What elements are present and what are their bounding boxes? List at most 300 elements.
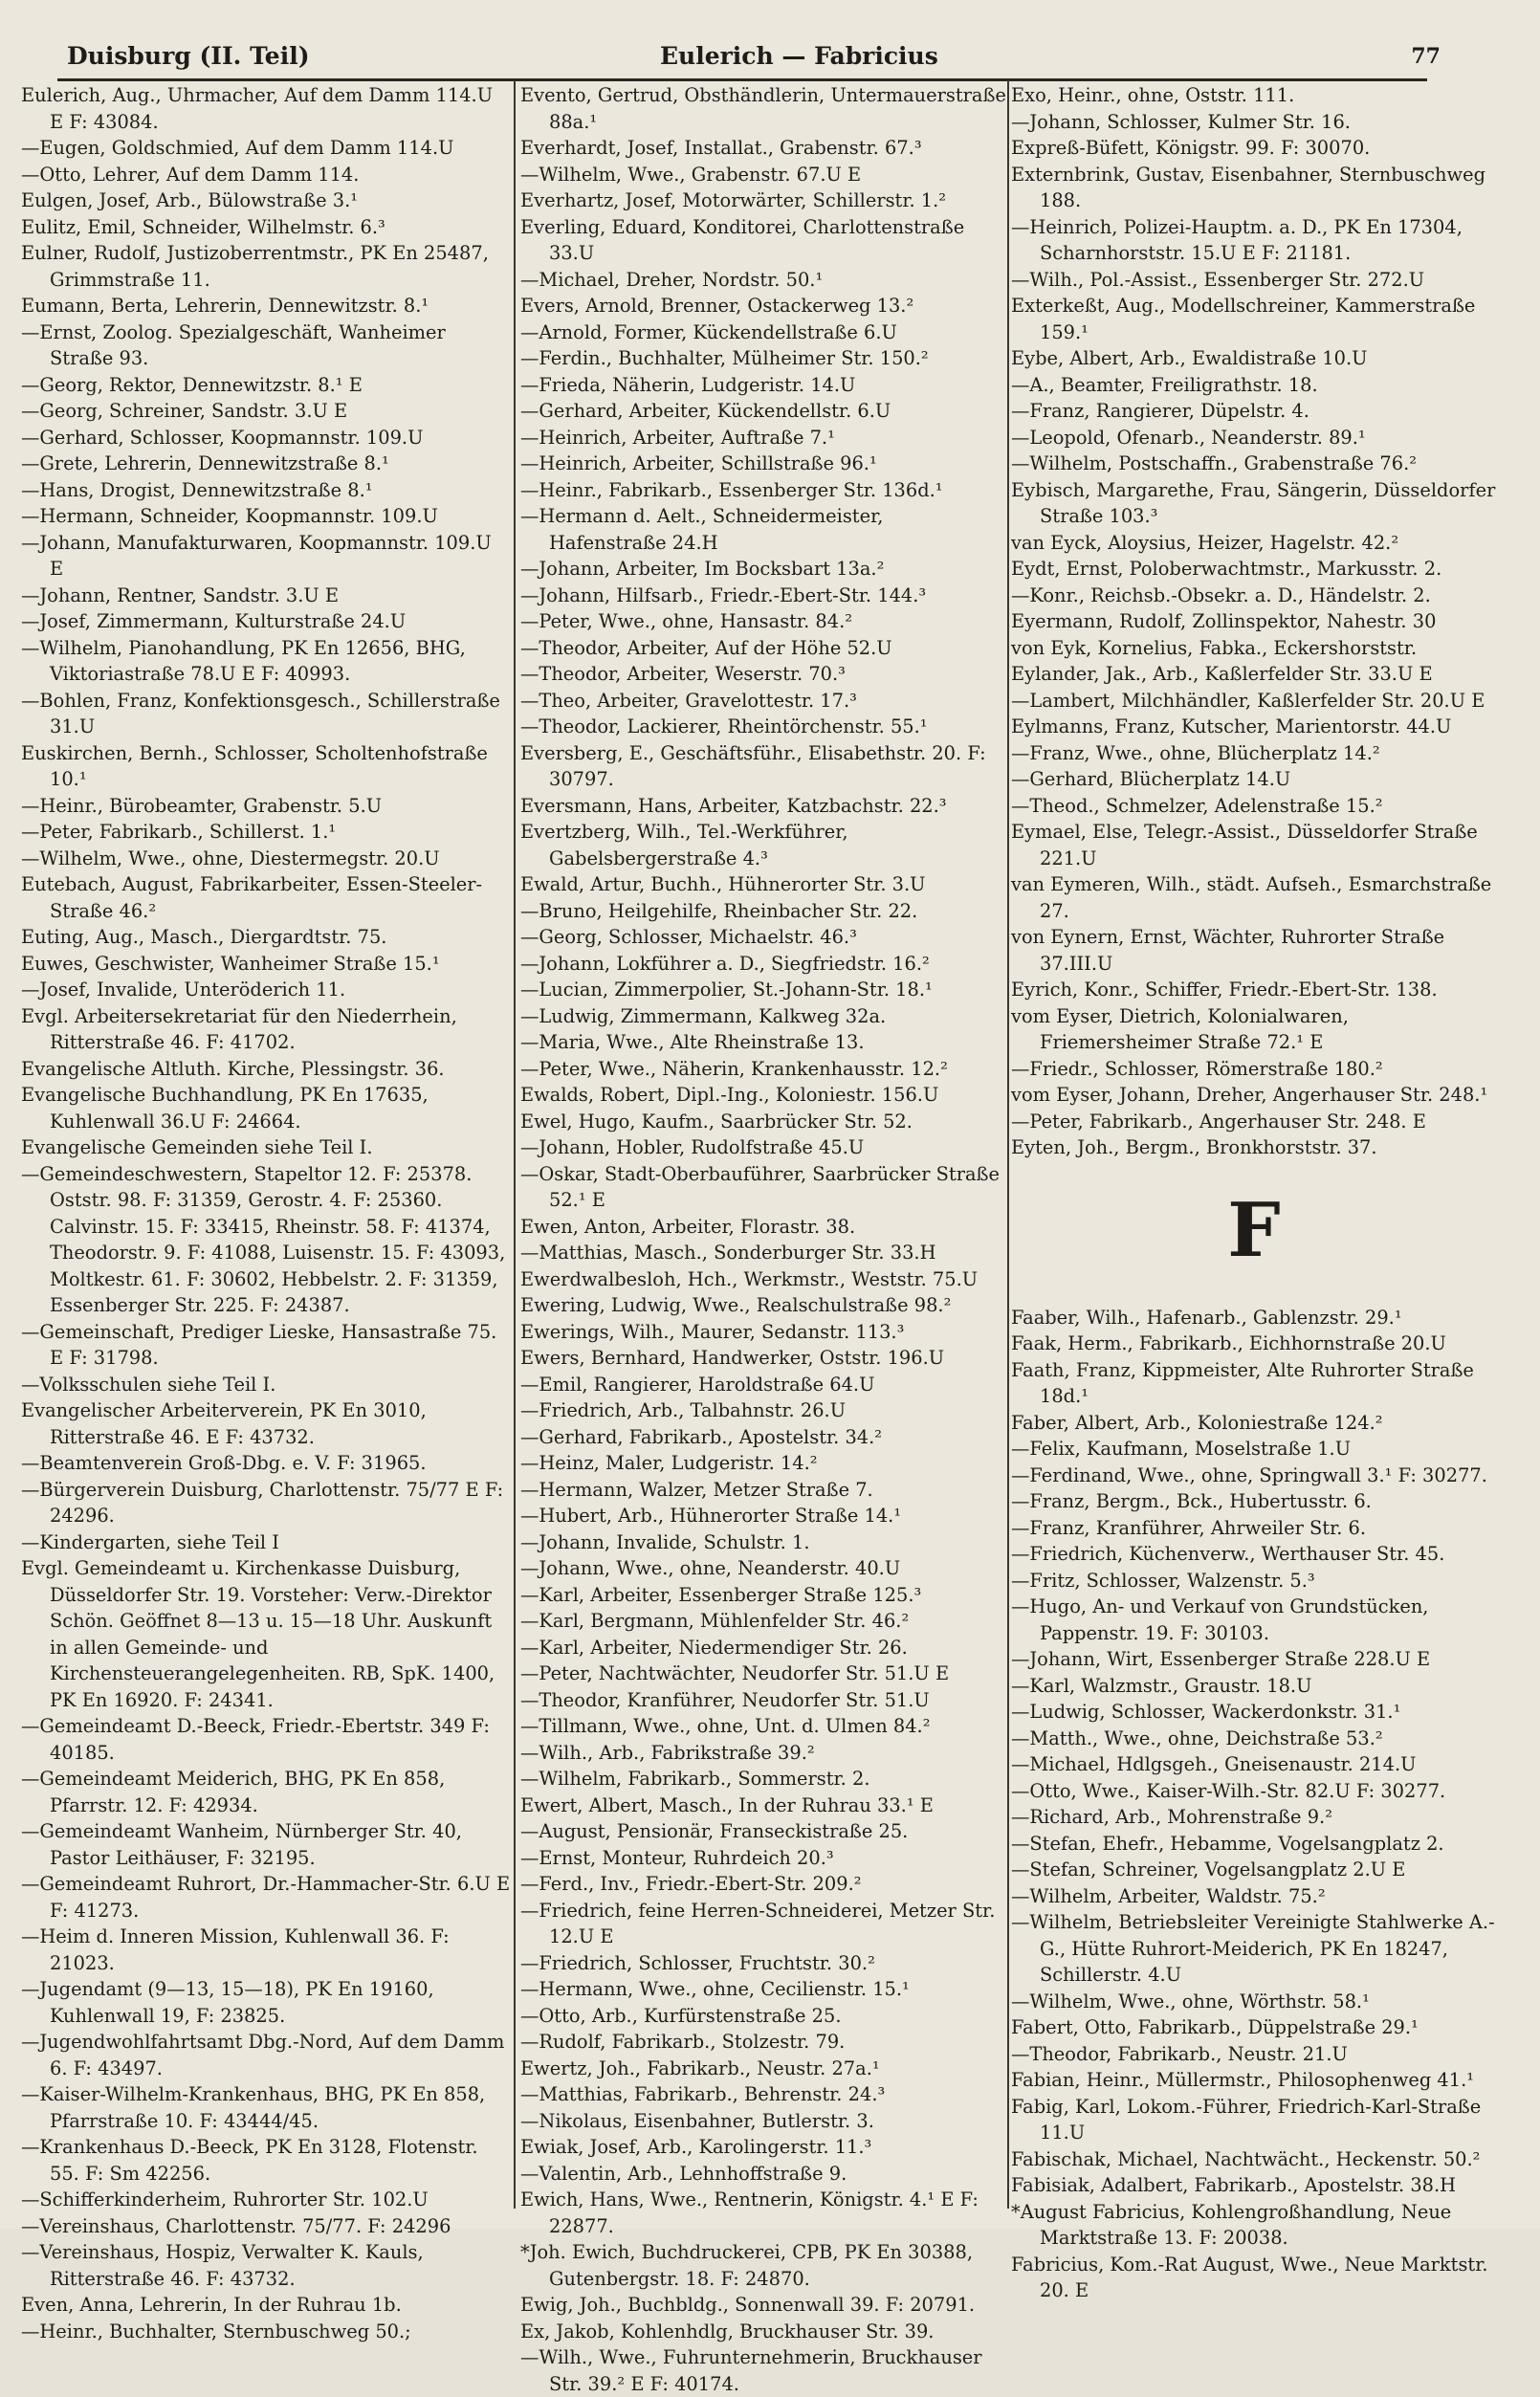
entry-text: Eylander, Jak., Arb., Kaßlerfelder Str. 33.U E: [1011, 663, 1433, 685]
directory-entry: [1011, 1989, 1497, 2015]
directory-entry: [1011, 1515, 1497, 1542]
directory-entry: [520, 162, 1006, 188]
directory-entry: [1011, 793, 1497, 820]
entry-text: —Theodor, Kranführer, Neudorfer Str. 51.U: [520, 1688, 930, 1711]
directory-entry: [1011, 1488, 1497, 1515]
directory-entry: [1011, 556, 1497, 583]
section-letter-heading: F: [1227, 1186, 1281, 1274]
directory-entry: [520, 1687, 1006, 1714]
directory-entry: [1011, 372, 1497, 399]
header-rule: [57, 78, 1427, 81]
entry-text: —Wilhelm, Arbeiter, Waldstr. 75.²: [1011, 1884, 1326, 1907]
directory-entry: [1011, 2041, 1497, 2068]
entry-text: —Karl, Arbeiter, Niedermendiger Str. 26.: [520, 1636, 908, 1659]
entry-text: Ewig, Joh., Buchbldg., Sonnenwall 39. F: 20791.: [520, 2294, 976, 2316]
entry-text: vom Eyser, Dietrich, Kolonialwaren, Friemersheimer Straße 72.¹ E: [1011, 1004, 1349, 1053]
entry-text: Evangelische Altluth. Kirche, Plessingstr. 36.: [21, 1057, 445, 1080]
entry-text: Faber, Albert, Arb., Koloniestraße 124.²: [1011, 1411, 1383, 1434]
entry-text: —Schifferkinderheim, Ruhrorter Str. 102.U: [21, 2188, 429, 2210]
entry-text: Even, Anna, Lehrerin, In der Ruhrau 1b.: [21, 2294, 402, 2316]
directory-entry: [520, 2319, 1006, 2345]
directory-entry: [21, 846, 511, 872]
directory-entry: [1011, 819, 1497, 871]
entry-text: Evgl. Arbeitersekretariat für den Niederrhein, Ritterstraße 46. F: 41702.: [21, 1004, 457, 1053]
entry-text: Ewert, Albert, Masch., In der Ruhrau 33.¹ E: [520, 1793, 934, 1816]
entry-text: —Krankenhaus D.-Beeck, PK En 3128, Flotenstr. 55. F: Sm 42256.: [21, 2136, 478, 2185]
directory-entry: [1011, 1357, 1497, 1410]
directory-entry: [1011, 345, 1497, 372]
entry-text: —Fritz, Schlosser, Walzenstr. 5.³: [1011, 1569, 1315, 1592]
directory-entry: [1011, 1410, 1497, 1437]
header-name-range: Eulerich — Fabricius: [660, 42, 938, 70]
entry-text: —Ernst, Zoolog. Spezialgeschäft, Wanheimer Straße 93.: [21, 320, 446, 369]
directory-entry: [520, 1582, 1006, 1609]
directory-entry: [21, 398, 511, 425]
directory-entry: [1011, 1330, 1497, 1357]
entry-text: —Peter, Wwe., Näherin, Krankenhausstr. 12.²: [520, 1057, 948, 1080]
directory-entry: [520, 2292, 1006, 2319]
entry-text: —Georg, Schlosser, Michaelstr. 46.³: [520, 926, 857, 948]
directory-entry: [1011, 1751, 1497, 1778]
entry-text: Evgl. Gemeindeamt u. Kirchenkasse Duisburg, Düsseldorfer Str. 19. Vorsteher: Verw.-Direktor Schön. Geöffnet 8—13 u. 15—18 Uhr. Auskunft in allen Gemeinde- und Kirchensteuerangelegenheiten. RB, SpK. 1400, PK En 16920. F: 24341.: [21, 1557, 495, 1711]
entry-text: —Wilhelm, Wwe., ohne, Diestermegstr. 20.U: [21, 847, 440, 869]
entry-text: —Johann, Rentner, Sandstr. 3.U E: [21, 583, 340, 606]
entry-text: Eyrich, Konr., Schiffer, Friedr.-Ebert-Str. 138.: [1011, 979, 1438, 1001]
directory-entry: [520, 1056, 1006, 1083]
entry-text: —Gerhard, Blücherplatz 14.U: [1011, 768, 1291, 790]
header-city-part: Duisburg (II. Teil): [67, 42, 310, 70]
directory-entry: [520, 1424, 1006, 1451]
entry-text: —Heinr., Fabrikarb., Essenberger Str. 136d.¹: [520, 478, 943, 501]
entry-text: —Peter, Nachtwächter, Neudorfer Str. 51.U E: [520, 1662, 950, 1684]
directory-entry: [1011, 2252, 1497, 2304]
entry-text: —Wilh., Pol.-Assist., Essenberger Str. 272.U: [1011, 268, 1425, 291]
directory-entry: [21, 688, 511, 740]
directory-entry: [520, 1450, 1006, 1477]
entry-text: von Eyk, Kornelius, Fabka., Eckershorststr.: [1011, 636, 1418, 659]
directory-entry: [21, 372, 511, 399]
entry-text: —Bruno, Heilgehilfe, Rheinbacher Str. 22.: [520, 899, 918, 922]
directory-entry: [520, 2081, 1006, 2108]
directory-entry: [1011, 583, 1497, 609]
entry-text: —Johann, Schlosser, Kulmer Str. 16.: [1011, 110, 1351, 133]
entry-text: Ewald, Artur, Buchh., Hühnerorter Str. 3.U: [520, 873, 926, 895]
page-header: [57, 38, 1441, 78]
directory-entry: [520, 267, 1006, 294]
column-2: [520, 82, 1006, 2395]
directory-entry: [1011, 714, 1497, 740]
directory-entry: [21, 1319, 511, 1372]
directory-entry: [520, 977, 1006, 1003]
entry-text: —Theodor, Arbeiter, Weserstr. 70.³: [520, 663, 846, 685]
directory-entry: [21, 2213, 511, 2240]
directory-entry: [21, 951, 511, 978]
entry-text: Eymael, Else, Telegr.-Assist., Düsseldorfer Straße 221.U: [1011, 821, 1478, 869]
directory-entry: [520, 1109, 1006, 1135]
directory-entry: [1011, 1831, 1497, 1858]
directory-entry: [520, 345, 1006, 372]
entry-text: —Wilhelm, Wwe., ohne, Wörthstr. 58.¹: [1011, 1990, 1370, 2012]
entry-text: —Konr., Reichsb.-Obsekr. a. D., Händelstr. 2.: [1011, 583, 1431, 606]
entry-text: Fabisiak, Adalbert, Fabrikarb., Apostelstr. 38.H: [1011, 2174, 1457, 2196]
entry-text: Ewalds, Robert, Dipl.-Ing., Koloniestr. 156.U: [520, 1084, 939, 1106]
entry-text: Eulgen, Josef, Arb., Bülowstraße 3.¹: [21, 189, 359, 211]
directory-entry: [520, 135, 1006, 162]
entry-text: Evento, Gertrud, Obsthändlerin, Untermauerstraße 88a.¹: [520, 84, 1006, 133]
directory-entry: [1011, 1909, 1497, 1989]
entry-text: —Peter, Fabrikarb., Angerhauser Str. 248. E: [1011, 1110, 1426, 1133]
directory-entry: [1011, 1804, 1497, 1831]
entry-text: —A., Beamter, Freiligrathstr. 18.: [1011, 373, 1318, 396]
entry-text: Everhardt, Josef, Installat., Grabenstr. 67.³: [520, 137, 922, 159]
directory-entry: [1011, 1568, 1497, 1594]
entry-text: —Ferd., Inv., Friedr.-Ebert-Str. 209.²: [520, 1873, 862, 1895]
directory-entry: [520, 2003, 1006, 2030]
entry-text: —Gerhard, Arbeiter, Kückendellstr. 6.U: [520, 400, 891, 422]
directory-entry: [1011, 530, 1497, 557]
directory-entry: [21, 819, 511, 846]
directory-entry: [520, 556, 1006, 583]
entry-text: —Emil, Rangierer, Haroldstraße 64.U: [520, 1373, 875, 1396]
entry-text: Faak, Herm., Fabrikarb., Eichhornstraße 20.U: [1011, 1332, 1446, 1354]
directory-entry: [21, 187, 511, 214]
directory-entry: [1011, 267, 1497, 294]
directory-entry: [21, 924, 511, 951]
directory-entry: [1011, 635, 1497, 662]
directory-entry: [1011, 1305, 1497, 1331]
entry-text: Ewers, Bernhard, Handwerker, Oststr. 196.U: [520, 1347, 945, 1369]
directory-entry: [21, 2081, 511, 2134]
directory-entry: [1011, 1673, 1497, 1700]
entry-text: —Otto, Lehrer, Auf dem Damm 114.: [21, 163, 360, 186]
entry-text: —Theo, Arbeiter, Gravelottestr. 17.³: [520, 689, 857, 712]
entry-text: —Grete, Lehrerin, Dennewitzstraße 8.¹: [21, 452, 389, 474]
directory-entry: [1011, 451, 1497, 477]
column-3: [1011, 82, 1497, 2301]
directory-entry: [520, 1214, 1006, 1241]
directory-entry: [1011, 977, 1497, 1003]
directory-entry: [1011, 425, 1497, 451]
directory-entry: [520, 1397, 1006, 1424]
directory-entry: [520, 1845, 1006, 1872]
entry-text: —Franz, Kranführer, Ahrweiler Str. 6.: [1011, 1516, 1367, 1539]
entry-text: —Franz, Wwe., ohne, Blücherplatz 14.²: [1011, 741, 1380, 764]
directory-entry: [520, 1003, 1006, 1030]
entry-text: —Josef, Invalide, Unteröderich 11.: [21, 979, 346, 1001]
directory-entry: [21, 214, 511, 241]
directory-entry: [520, 372, 1006, 399]
entry-text: —Arnold, Former, Kückendellstraße 6.U: [520, 320, 897, 343]
directory-entry: [520, 1950, 1006, 1977]
entry-text: Eyermann, Rudolf, Zollinspektor, Nahestr. 30: [1011, 610, 1437, 632]
entry-text: —Oskar, Stadt-Oberbauführer, Saarbrücker Straße 52.¹ E: [520, 1162, 1000, 1211]
entry-text: —Kindergarten, siehe Teil I: [21, 1530, 279, 1553]
entry-text: —Friedrich, Schlosser, Fruchtstr. 30.²: [520, 1951, 875, 1974]
directory-entry: [520, 1345, 1006, 1372]
directory-entry: [520, 2029, 1006, 2056]
entry-text: Euskirchen, Bernh., Schlosser, Scholtenhofstraße 10.¹: [21, 741, 488, 790]
entry-text: —Theod., Schmelzer, Adelenstraße 15.²: [1011, 794, 1383, 817]
entry-text: —Johann, Hilfsarb., Friedr.-Ebert-Str. 144.³: [520, 583, 927, 606]
entry-text: —Matthias, Fabrikarb., Behrenstr. 24.³: [520, 2083, 886, 2105]
entry-text: Exo, Heinr., ohne, Oststr. 111.: [1011, 84, 1295, 106]
entry-text: Eyten, Joh., Bergm., Bronkhorststr. 37.: [1011, 1136, 1377, 1158]
entry-text: —Gerhard, Schlosser, Koopmannstr. 109.U: [21, 426, 424, 449]
directory-entry: [1011, 1462, 1497, 1489]
directory-entry: [520, 2056, 1006, 2082]
directory-entry: [21, 740, 511, 793]
entry-text: —Josef, Zimmermann, Kulturstraße 24.U: [21, 610, 407, 632]
entry-text: Eylmanns, Franz, Kutscher, Marientorstr. 44.U: [1011, 715, 1452, 737]
entry-text: —Hermann, Schneider, Koopmannstr. 109.U: [21, 505, 438, 527]
directory-entry: [21, 1477, 511, 1529]
directory-entry: [21, 2319, 511, 2345]
directory-entry: [520, 635, 1006, 662]
entry-text: —Vereinshaus, Hospiz, Verwalter K. Kauls, Ritterstraße 46. F: 43732.: [21, 2241, 424, 2290]
directory-entry: [520, 1477, 1006, 1504]
entry-text: Evangelische Gemeinden siehe Teil I.: [21, 1136, 373, 1158]
directory-entry: [21, 1161, 511, 1319]
directory-entry: [21, 793, 511, 820]
entry-text: —Bohlen, Franz, Konfektionsgesch., Schillerstraße 31.U: [21, 689, 500, 737]
directory-entry: [21, 162, 511, 188]
entry-text: —Franz, Bergm., Bck., Hubertusstr. 6.: [1011, 1490, 1372, 1512]
directory-entry: [1011, 477, 1497, 530]
directory-entry: [520, 1635, 1006, 1661]
directory-entry: [520, 1818, 1006, 1845]
directory-entry: [520, 1976, 1006, 2003]
directory-entry: [520, 187, 1006, 214]
entry-text: —Hermann d. Aelt., Schneidermeister, Hafenstraße 24.H: [520, 505, 884, 554]
entry-text: —Johann, Invalide, Schulstr. 1.: [520, 1530, 810, 1553]
directory-entry: [520, 924, 1006, 951]
entry-text: —Gemeindeamt D.-Beeck, Friedr.-Ebertstr. 349 F: 40185.: [21, 1715, 490, 1764]
entry-text: —Wilh., Wwe., Fuhrunternehmerin, Bruckhauser Str. 39.² E F: 40174.: [520, 2346, 982, 2395]
directory-entry: [520, 1555, 1006, 1582]
directory-entry: [1011, 1726, 1497, 1752]
directory-entry: [21, 240, 511, 293]
directory-entry: [1011, 1699, 1497, 1726]
directory-entry: [1011, 766, 1497, 793]
directory-entry: [21, 1372, 511, 1398]
directory-entry: [520, 1503, 1006, 1529]
entry-text: Eversberg, E., Geschäftsführ., Elisabethstr. 20. F: 30797.: [520, 741, 986, 790]
directory-entry: [1011, 2014, 1497, 2041]
entry-text: —Gemeindeamt Meiderich, BHG, PK En 858, Pfarrstr. 12. F: 42934.: [21, 1768, 446, 1816]
directory-entry: [520, 688, 1006, 715]
entry-text: —Wilhelm, Postschaffn., Grabenstraße 76.²: [1011, 452, 1418, 474]
directory-entry: [1011, 740, 1497, 767]
directory-entry: [21, 319, 511, 372]
entry-text: Ewen, Anton, Arbeiter, Florastr. 38.: [520, 1215, 856, 1238]
entry-text: —Lambert, Milchhändler, Kaßlerfelder Str. 20.U E: [1011, 689, 1485, 712]
directory-entry: [21, 1003, 511, 1056]
entry-text: van Eyck, Aloysius, Heizer, Hagelstr. 42.²: [1011, 531, 1399, 554]
entry-text: Ewel, Hugo, Kaufm., Saarbrücker Str. 52.: [520, 1110, 913, 1133]
directory-entry: [520, 1740, 1006, 1767]
directory-entry: [1011, 688, 1497, 715]
entry-text: —Ludwig, Schlosser, Wackerdonkstr. 31.¹: [1011, 1701, 1401, 1723]
entry-text: —Theodor, Arbeiter, Auf der Höhe 52.U: [520, 636, 892, 659]
directory-entry: [1011, 1883, 1497, 1910]
entry-text: —Johann, Arbeiter, Im Bocksbart 13a.²: [520, 558, 885, 580]
entry-text: —Jugendamt (9—13, 15—18), PK En 19160, Kuhlenwall 19, F: 23825.: [21, 1978, 434, 2027]
directory-entry: [1011, 82, 1497, 109]
directory-entry: [520, 898, 1006, 925]
directory-entry: [520, 503, 1006, 556]
directory-entry: [21, 2239, 511, 2292]
directory-entry: [520, 1871, 1006, 1898]
directory-entry: [21, 1397, 511, 1450]
entry-text: —Karl, Bergmann, Mühlenfelder Str. 46.²: [520, 1610, 910, 1632]
directory-entry: [21, 871, 511, 924]
entry-text: Eutebach, August, Fabrikarbeiter, Essen-Steeler-Straße 46.²: [21, 873, 483, 922]
entry-text: —Frieda, Näherin, Ludgeristr. 14.U: [520, 373, 856, 396]
directory-entry: [1011, 1778, 1497, 1805]
directory-entry: [520, 1713, 1006, 1740]
column-divider-1: [514, 80, 516, 2209]
directory-entry: [520, 740, 1006, 793]
entry-text: Eulerich, Aug., Uhrmacher, Auf dem Damm 114.U E F: 43084.: [21, 84, 494, 133]
entry-text: —Wilhelm, Fabrikarb., Sommerstr. 2.: [520, 1768, 870, 1790]
entry-text: —Gerhard, Fabrikarb., Apostelstr. 34.²: [520, 1425, 883, 1448]
directory-entry: [520, 451, 1006, 477]
entry-text: —Matth., Wwe., ohne, Deichstraße 53.²: [1011, 1726, 1383, 1749]
directory-entry: [520, 1029, 1006, 1056]
directory-entry: [520, 2187, 1006, 2239]
entry-text: —Theodor, Lackierer, Rheintörchenstr. 55.¹: [520, 715, 928, 737]
directory-entry: [21, 2292, 511, 2319]
entry-text: —Johann, Hobler, Rudolfstraße 45.U: [520, 1136, 865, 1158]
directory-entry: [21, 1082, 511, 1134]
directory-entry: [1011, 1857, 1497, 1883]
entry-text: Fabig, Karl, Lokom.-Führer, Friedrich-Karl-Straße 11.U: [1011, 2095, 1482, 2144]
entry-text: Evers, Arnold, Brenner, Ostackerweg 13.²: [520, 295, 914, 317]
directory-entry: [520, 583, 1006, 609]
directory-entry: [520, 1529, 1006, 1556]
entry-text: —Peter, Wwe., ohne, Hansastr. 84.²: [520, 610, 853, 632]
directory-entry: [21, 1924, 511, 1976]
entry-text: Eumann, Berta, Lehrerin, Dennewitzstr. 8.¹: [21, 295, 429, 317]
entry-text: —Wilhelm, Wwe., Grabenstr. 67.U E: [520, 163, 862, 186]
entry-text: —Ernst, Monteur, Ruhrdeich 20.³: [520, 1846, 834, 1869]
entry-text: —Volksschulen siehe Teil I.: [21, 1373, 276, 1396]
directory-entry: [21, 1529, 511, 1556]
entry-text: —Eugen, Goldschmied, Auf dem Damm 114.U: [21, 137, 454, 159]
entry-text: Eversmann, Hans, Arbeiter, Katzbachstr. 22.³: [520, 794, 947, 817]
directory-entry: [520, 714, 1006, 740]
entry-text: *Joh. Ewich, Buchdruckerei, CPB, PK En 30388, Gutenbergstr. 18. F: 24870.: [520, 2241, 974, 2290]
entry-text: —Valentin, Arb., Lehnhoffstraße 9.: [520, 2162, 847, 2185]
directory-entry: [1011, 214, 1497, 267]
entry-text: Ewering, Ludwig, Wwe., Realschulstraße 98.²: [520, 1294, 952, 1316]
entry-text: Expreß-Büfett, Königstr. 99. F: 30070.: [1011, 137, 1371, 159]
entry-text: Ex, Jakob, Kohlenhdlg, Bruckhauser Str. 39.: [520, 2320, 935, 2342]
entry-text: —Richard, Arb., Mohrenstraße 9.²: [1011, 1806, 1332, 1828]
directory-entry: [520, 2108, 1006, 2135]
directory-entry: [1011, 1003, 1497, 1056]
entry-text: —Johann, Lokführer a. D., Siegfriedstr. 16.²: [520, 952, 930, 975]
entry-text: Fabricius, Kom.-Rat August, Wwe., Neue Marktstr. 20. E: [1011, 2253, 1488, 2301]
entry-text: —Beamtenverein Groß-Dbg. e. V. F: 31965.: [21, 1452, 427, 1474]
directory-entry: [21, 2134, 511, 2187]
directory-entry: [1011, 162, 1497, 214]
directory-entry: [1011, 2172, 1497, 2199]
directory-entry: [520, 1660, 1006, 1687]
entry-text: —Maria, Wwe., Alte Rheinstraße 13.: [520, 1031, 865, 1053]
directory-entry: [21, 608, 511, 635]
entry-text: —Hugo, An- und Verkauf von Grundstücken, Pappenstr. 19. F: 30103.: [1011, 1595, 1429, 1644]
entry-text: —Johann, Wwe., ohne, Neanderstr. 40.U: [520, 1557, 901, 1579]
entry-text: —Wilh., Arb., Fabrikstraße 39.²: [520, 1741, 815, 1764]
entry-text: Ewertz, Joh., Fabrikarb., Neustr. 27a.¹: [520, 2056, 880, 2079]
directory-entry: [520, 82, 1006, 135]
entry-text: Ewerdwalbesloh, Hch., Werkmstr., Weststr. 75.U: [520, 1267, 979, 1290]
entry-text: —Theodor, Fabrikarb., Neustr. 21.U: [1011, 2042, 1348, 2065]
entry-text: —Heinr., Buchhalter, Sternbuschweg 50.;: [21, 2320, 411, 2342]
entry-text: —Bürgerverein Duisburg, Charlottenstr. 75/77 E F: 24296.: [21, 1478, 504, 1527]
entry-text: —Heim d. Inneren Mission, Kuhlenwall 36. F: 21023.: [21, 1925, 450, 1974]
entry-text: von Eynern, Ernst, Wächter, Ruhrorter Straße 37.III.U: [1011, 926, 1445, 975]
entry-text: —Jugendwohlfahrtsamt Dbg.-Nord, Auf dem Damm 6. F: 43497.: [21, 2031, 505, 2079]
entry-text: —Gemeindeamt Ruhrort, Dr.-Hammacher-Str. 6.U E F: 41273.: [21, 1873, 511, 1922]
column-1: [21, 82, 511, 2342]
directory-entry: [21, 503, 511, 530]
directory-entry: [21, 135, 511, 162]
entry-text: —Leopold, Ofenarb., Neanderstr. 89.¹: [1011, 426, 1366, 449]
entry-text: —Hans, Drogist, Dennewitzstraße 8.¹: [21, 478, 373, 501]
directory-entry: [1011, 1109, 1497, 1135]
entry-text: Eulitz, Emil, Schneider, Wilhelmstr. 6.³: [21, 215, 385, 238]
directory-entry: [21, 1871, 511, 1924]
entry-text: Exterkeßt, Aug., Modellschreiner, Kammerstraße 159.¹: [1011, 295, 1476, 343]
directory-entry: [520, 2134, 1006, 2161]
directory-entry: [21, 293, 511, 319]
entry-text: —Karl, Walzmstr., Graustr. 18.U: [1011, 1674, 1312, 1697]
directory-entry: [21, 2029, 511, 2081]
directory-entry: [21, 635, 511, 688]
entry-text: —Friedrich, Küchenverw., Werthauser Str. 45.: [1011, 1543, 1445, 1565]
entry-text: vom Eyser, Johann, Dreher, Angerhauser Str. 248.¹: [1011, 1084, 1488, 1106]
directory-entry: [1011, 2199, 1497, 2252]
directory-entry: [520, 1898, 1006, 1950]
directory-entry: [520, 951, 1006, 978]
directory-entry: [21, 530, 511, 583]
entry-text: Faath, Franz, Kippmeister, Alte Ruhrorter Straße 18d.¹: [1011, 1358, 1474, 1407]
directory-entry: [21, 1450, 511, 1477]
directory-entry: [21, 1056, 511, 1083]
entry-text: —Stefan, Ehefr., Hebamme, Vogelsangplatz 2.: [1011, 1832, 1444, 1855]
entry-text: Ewiak, Josef, Arb., Karolingerstr. 11.³: [520, 2136, 872, 2158]
directory-entry: [520, 2161, 1006, 2188]
entry-text: —Karl, Arbeiter, Essenberger Straße 125.³: [520, 1583, 922, 1606]
directory-entry: [520, 1766, 1006, 1792]
directory-entry: [1011, 2146, 1497, 2173]
entry-text: —Hubert, Arb., Hühnerorter Straße 14.¹: [520, 1505, 902, 1527]
directory-entry: [21, 477, 511, 504]
entry-text: —Vereinshaus, Charlottenstr. 75/77. F: 24296: [21, 2214, 451, 2237]
directory-entry: [21, 583, 511, 609]
entry-text: —Nikolaus, Eisenbahner, Butlerstr. 3.: [520, 2109, 874, 2132]
entry-text: Euwes, Geschwister, Wanheimer Straße 15.¹: [21, 952, 440, 975]
directory-entry: [520, 608, 1006, 635]
entry-text: Fabischak, Michael, Nachtwächt., Heckenstr. 50.²: [1011, 2147, 1481, 2170]
entry-text: —Tillmann, Wwe., ohne, Unt. d. Ulmen 84.²: [520, 1715, 931, 1737]
entry-text: —Heinz, Maler, Ludgeristr. 14.²: [520, 1452, 818, 1474]
entry-text: —Heinr., Bürobeamter, Grabenstr. 5.U: [21, 794, 383, 817]
entry-text: —Heinrich, Arbeiter, Schillstraße 96.¹: [520, 452, 877, 474]
entry-text: Evangelischer Arbeiterverein, PK En 3010, Ritterstraße 46. E F: 43732.: [21, 1399, 427, 1448]
